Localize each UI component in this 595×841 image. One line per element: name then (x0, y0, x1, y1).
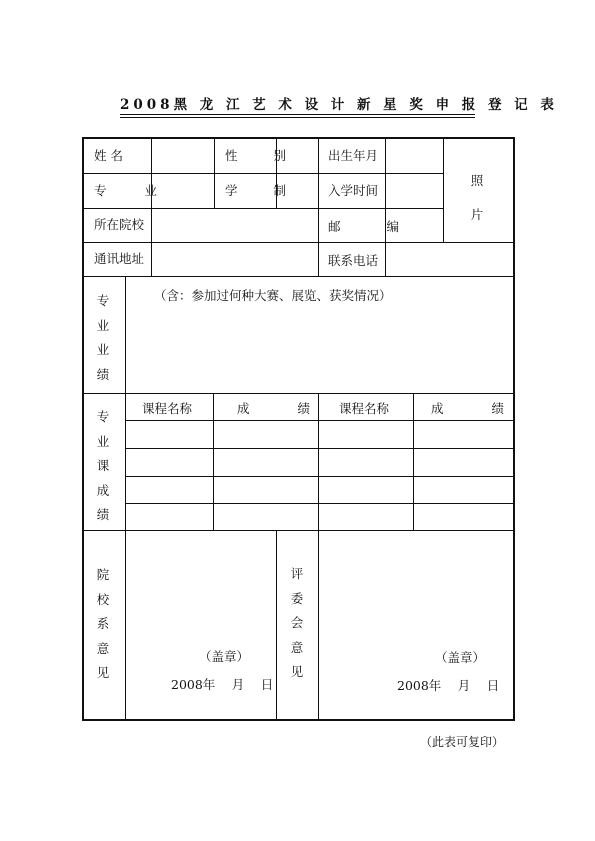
label-duration: 学 制 (225, 183, 302, 198)
col-divider (413, 393, 414, 530)
label-char: 课 (96, 458, 110, 473)
row-divider (82, 276, 515, 277)
label-char: 会 (290, 615, 304, 630)
registration-form (82, 137, 526, 721)
courses-col-grade: 成 绩 (237, 401, 332, 416)
label-char: 业 (96, 342, 110, 357)
row-divider (125, 420, 515, 421)
label-char: 业 (96, 433, 110, 449)
row-divider (82, 393, 515, 394)
form-title: 2008黑 龙 江 艺 术 设 计 新 星 奖 申 报 登 记 表 (120, 97, 558, 113)
label-school: 所在院校 (94, 217, 145, 232)
label-committee-opinion (289, 567, 305, 690)
label-courses (95, 410, 111, 533)
label-char: 成 (96, 482, 110, 498)
footer-note: （此表可复印） (420, 735, 505, 749)
committee-seal: （盖章） (435, 650, 486, 665)
row-divider (125, 476, 515, 477)
courses-col-course: 课程名称 (339, 401, 390, 416)
label-char: 专 (96, 409, 110, 424)
label-char: 业 (96, 317, 110, 333)
row-divider (125, 448, 515, 449)
label-postcode: 邮 编 (328, 219, 420, 234)
col-divider (385, 137, 386, 276)
label-achievements (95, 294, 111, 392)
label-char: 绩 (96, 366, 110, 382)
label-char: 系 (96, 616, 110, 631)
row-divider (82, 242, 515, 243)
label-char: 绩 (96, 507, 110, 522)
label-char: 院 (96, 567, 110, 582)
school-date: 2008年 月 日 (171, 677, 274, 692)
label-char: 校 (96, 591, 110, 607)
label-phone: 联系电话 (328, 253, 379, 268)
col-divider (151, 208, 152, 276)
label-birth: 出生年月 (328, 148, 379, 163)
label-address: 通讯地址 (94, 251, 145, 266)
label-char: 意 (290, 639, 304, 655)
label-gender: 性 别 (225, 148, 302, 163)
label-char: 意 (96, 640, 110, 656)
committee-date: 2008年 月 日 (397, 678, 500, 693)
col-divider (318, 137, 319, 276)
label-major: 专 业 (94, 183, 174, 198)
label-name: 姓 名 (94, 148, 123, 163)
label-char: 专 (96, 293, 110, 308)
label-char: 见 (290, 664, 304, 679)
label-char: 评 (290, 566, 304, 581)
col-divider (318, 530, 319, 721)
courses-col-grade: 成 绩 (431, 401, 526, 416)
label-enroll: 入学时间 (328, 183, 379, 198)
row-divider (82, 208, 443, 209)
title-underline (120, 114, 475, 115)
label-char: 委 (290, 590, 304, 606)
row-divider (125, 503, 515, 504)
row-divider (82, 173, 443, 174)
label-char: 见 (96, 665, 110, 680)
col-divider (125, 276, 126, 721)
col-divider (276, 530, 277, 721)
col-divider (214, 137, 215, 208)
col-divider (443, 137, 444, 242)
row-divider (82, 530, 515, 531)
title-underline (120, 117, 475, 118)
courses-col-course: 课程名称 (142, 401, 193, 416)
school-seal: （盖章） (199, 649, 250, 664)
label-photo: 照 片 (470, 173, 484, 222)
achievements-hint: （含：参加过何种大赛、展览、获奖情况） (154, 288, 392, 303)
label-school-opinion (95, 568, 111, 691)
col-divider (213, 393, 214, 530)
